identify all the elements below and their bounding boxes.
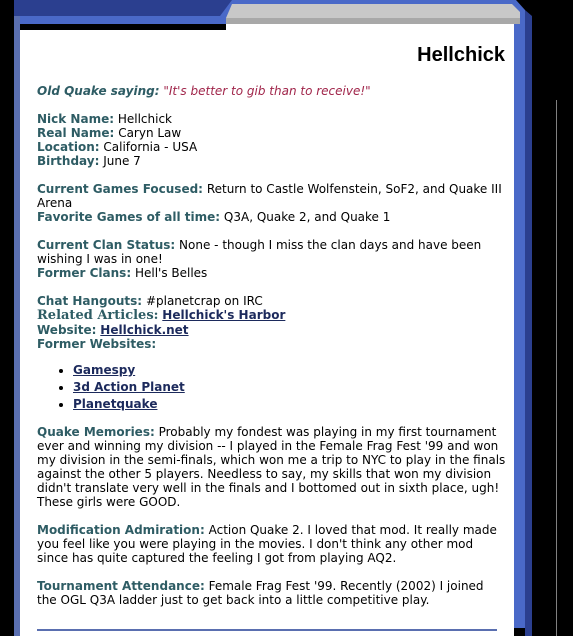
nick-label: Nick Name:: [37, 112, 115, 126]
clan-block: [37, 238, 507, 280]
clan-status-label: Current Clan Status:: [37, 238, 176, 252]
location-value: California - USA: [103, 140, 198, 154]
former-website-link-gamespy[interactable]: Gamespy: [73, 363, 136, 377]
modification-text: Action Quake 2. I loved that mod. It really made you feel like you were playing in the movies. I don't think any other mod since has quite captured the feeling I got from playing AQ2.: [37, 523, 497, 565]
saying-label: Old Quake saying:: [37, 84, 160, 98]
memories-label: Quake Memories:: [37, 425, 155, 439]
birthday-label: Birthday:: [37, 154, 100, 168]
related-articles-label: Related Articles:: [37, 308, 159, 323]
tournament-label: Tournament Attendance:: [37, 579, 205, 593]
chat-label: Chat Hangouts:: [37, 294, 143, 308]
saying-quote: "It's better to gib than to receive!": [163, 84, 371, 98]
current-games-label: Current Games Focused:: [37, 182, 203, 196]
former-clans-value: Hell's Belles: [134, 266, 208, 280]
modification-admiration: [37, 523, 507, 565]
clan-status-value: None - though I miss the clan days and have been wishing I was in one!: [37, 238, 482, 266]
location-label: Location:: [37, 140, 100, 154]
quake-saying: [37, 84, 507, 98]
former-website-link-planetquake[interactable]: Planetquake: [73, 397, 158, 411]
section-divider: [37, 629, 497, 631]
list-item: [73, 363, 507, 377]
former-websites-label: Former Websites:: [37, 337, 157, 351]
modification-label: Modification Admiration:: [37, 523, 205, 537]
current-games-value: Return to Castle Wolfenstein, SoF2, and Quake III Arena: [37, 182, 502, 210]
identity-block: [37, 112, 507, 168]
favorite-games-label: Favorite Games of all time:: [37, 210, 221, 224]
games-block: [37, 182, 507, 224]
list-item: [73, 397, 507, 411]
memories-text: Probably my fondest was playing in my first tournament ever and winning my division -- I played in the Female Frag Fest '99 and won my division in the semi-finals, which won me a trip to NYC to play in the finals against the other 5 players. Needless to say, my skills that won my division didn't translate very well in the finals and I bottomed out in sixth place, ugh! These girls were GOOD.: [37, 425, 506, 509]
real-name-label: Real Name:: [37, 126, 115, 140]
tournament-text: Female Frag Fest '99. Recently (2002) I joined the OGL Q3A ladder just to get back into a little competitive play.: [37, 579, 484, 607]
page-title: Hellchick: [417, 44, 505, 66]
website-link[interactable]: Hellchick.net: [100, 323, 189, 337]
profile-content: [37, 84, 507, 621]
website-label: Website:: [37, 323, 97, 337]
chat-value: #planetcrap on IRC: [145, 294, 263, 308]
nick-value: Hellchick: [117, 112, 173, 126]
former-website-link-3d-action-planet[interactable]: 3d Action Planet: [73, 380, 185, 394]
tournament-attendance: [37, 579, 507, 607]
related-article-link[interactable]: Hellchick's Harbor: [162, 308, 286, 322]
links-block: [37, 294, 507, 411]
list-item: [73, 380, 507, 394]
former-clans-label: Former Clans:: [37, 266, 132, 280]
birthday-value: June 7: [103, 154, 141, 168]
former-websites-list: [37, 363, 507, 411]
favorite-games-value: Q3A, Quake 2, and Quake 1: [223, 210, 391, 224]
real-name-value: Caryn Law: [118, 126, 182, 140]
quake-memories: [37, 425, 507, 509]
